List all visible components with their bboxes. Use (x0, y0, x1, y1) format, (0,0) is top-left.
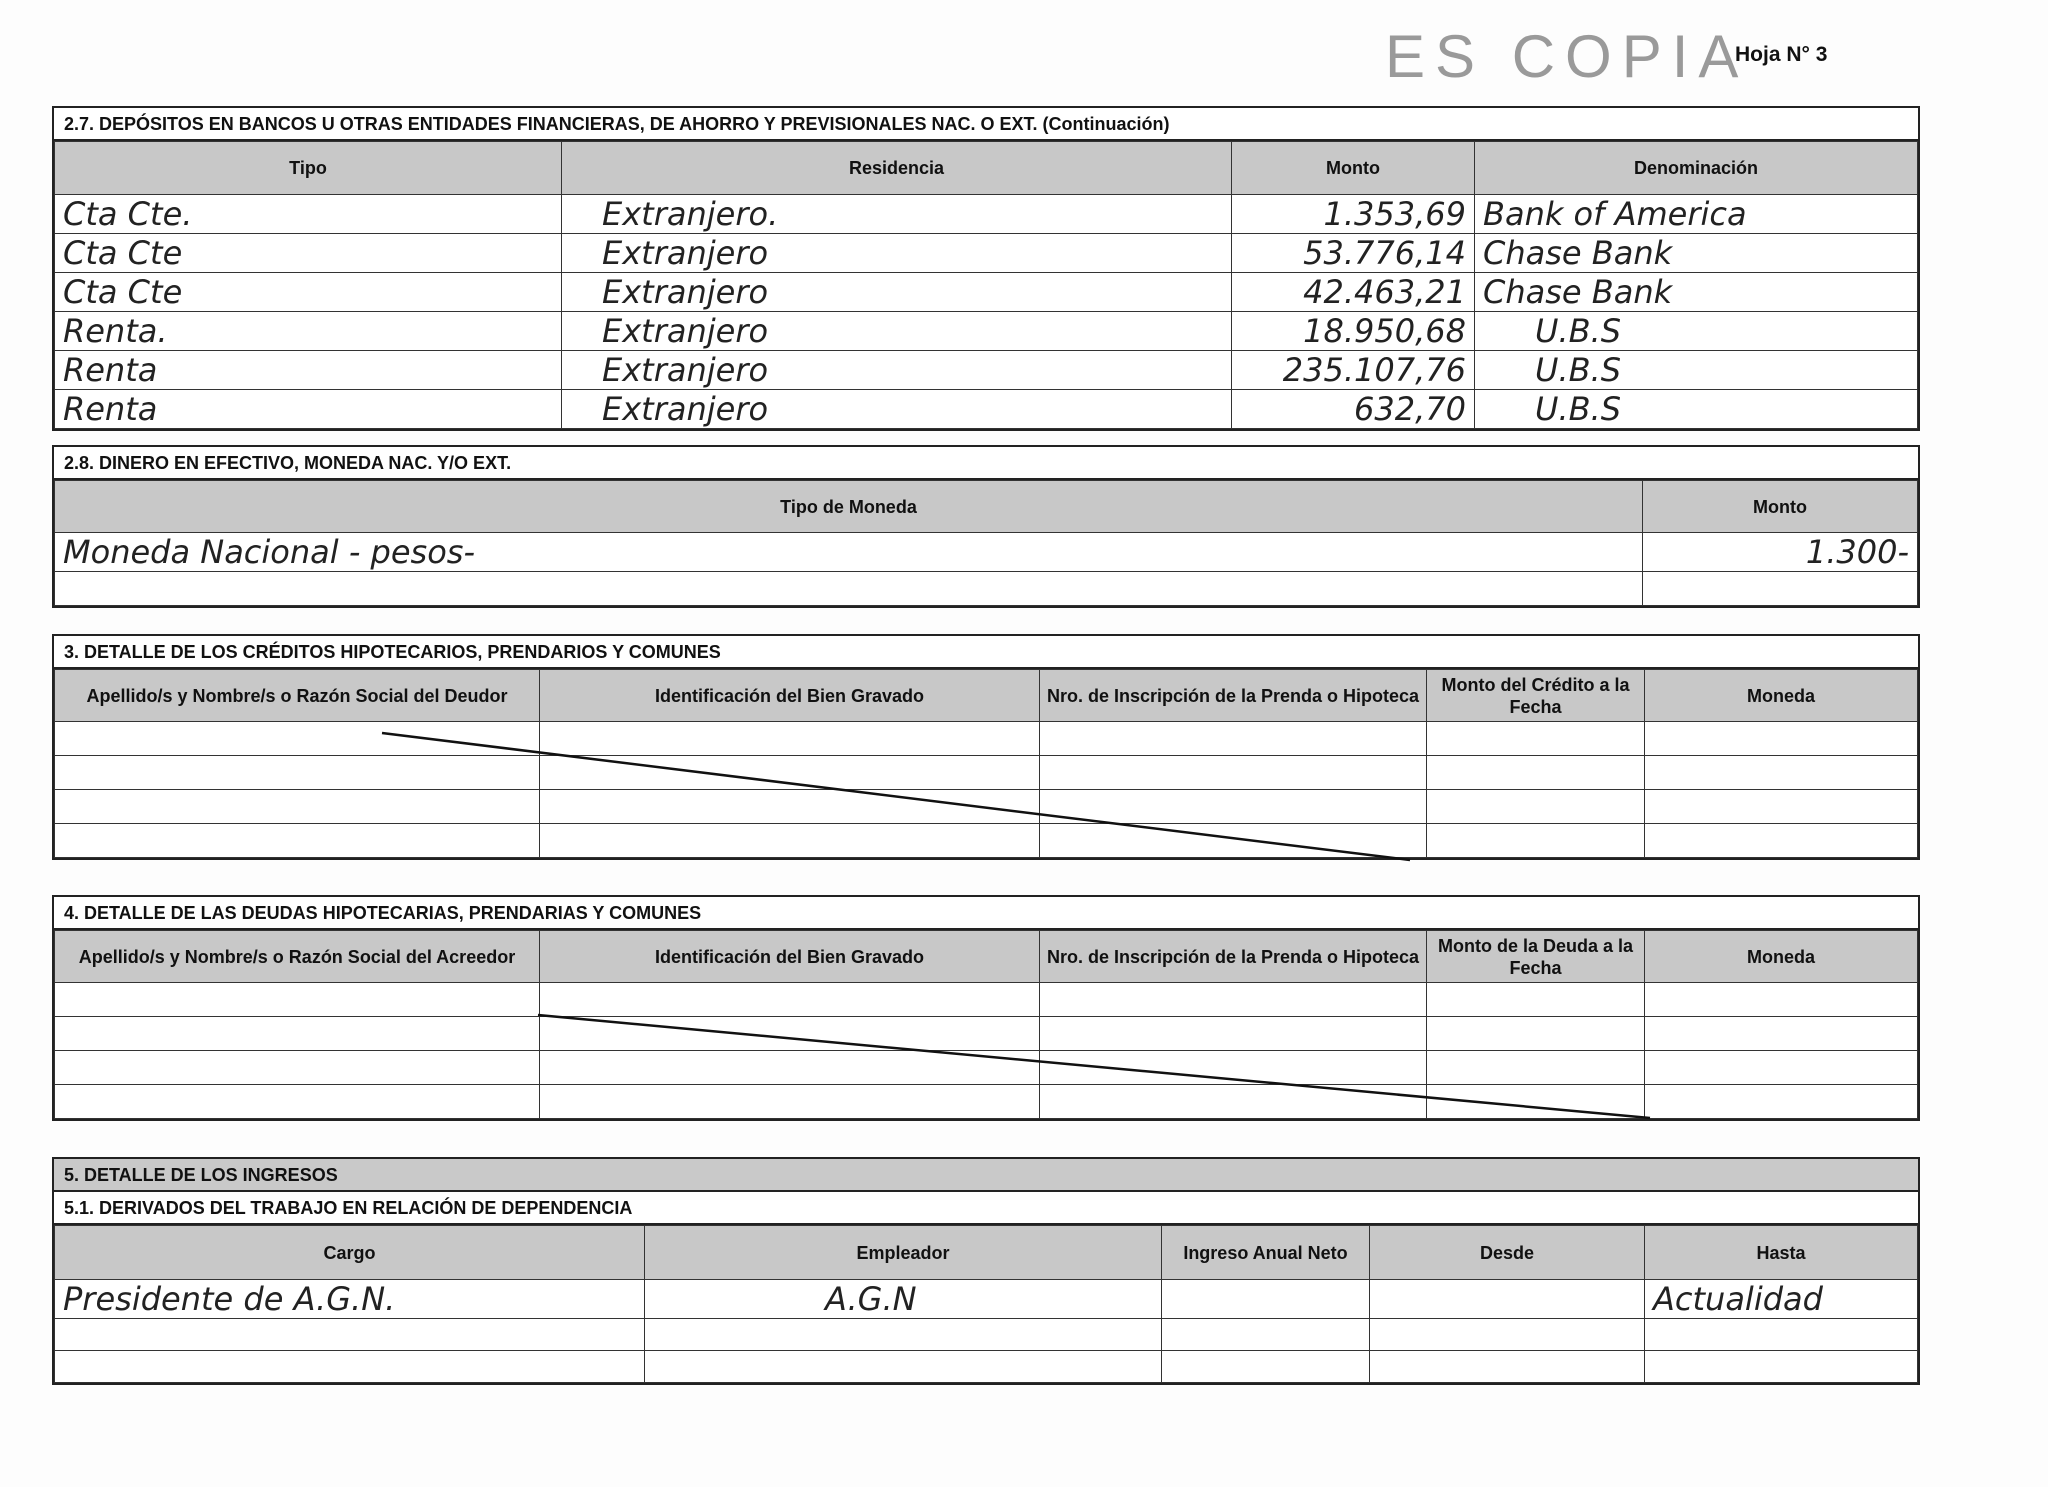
col-residencia: Residencia (562, 142, 1232, 195)
table-row (55, 722, 1918, 756)
section-debts (52, 895, 1920, 1121)
cell-residencia: Extranjero. (562, 195, 1232, 234)
cell-denominacion: U.B.S (1475, 312, 1918, 351)
table-row (55, 1351, 1918, 1383)
col-monto: Monto (1232, 142, 1475, 195)
table-row (55, 983, 1918, 1017)
col-tipo: Tipo (55, 142, 562, 195)
deposits-table (54, 141, 1918, 429)
col-desde: Desde (1370, 1226, 1645, 1280)
table-row (55, 195, 1918, 234)
col-cargo: Cargo (55, 1226, 645, 1280)
copy-stamp: ES COPIA (1385, 23, 1749, 90)
debts-table (54, 930, 1918, 1119)
cell-tipo: Cta Cte. (55, 195, 562, 234)
table-row (55, 1051, 1918, 1085)
cell-residencia: Extranjero (562, 234, 1232, 273)
col-moneda: Moneda (1645, 670, 1918, 722)
col-inscripcion: Nro. de Inscripción de la Prenda o Hipoteca (1040, 670, 1427, 722)
cell-tipo: Cta Cte (55, 273, 562, 312)
income-subtitle: 5.1. DERIVADOS DEL TRABAJO EN RELACIÓN DE DEPENDENCIA (54, 1192, 1918, 1225)
credits-title: 3. DETALLE DE LOS CRÉDITOS HIPOTECARIOS, PRENDARIOS Y COMUNES (54, 636, 1918, 669)
col-monto-credito: Monto del Crédito a la Fecha (1427, 670, 1645, 722)
cell-tipo: Renta (55, 390, 562, 429)
cell-residencia: Extranjero (562, 351, 1232, 390)
cell-monto: 632,70 (1232, 390, 1475, 429)
cell-residencia: Extranjero (562, 273, 1232, 312)
cell-tipo: Renta. (55, 312, 562, 351)
table-row (55, 1319, 1918, 1351)
cell-residencia: Extranjero (562, 390, 1232, 429)
col-monto-deuda: Monto de la Deuda a la Fecha (1427, 931, 1645, 983)
table-row (55, 756, 1918, 790)
income-table (54, 1225, 1918, 1383)
cell-hasta: Actualidad (1645, 1280, 1918, 1319)
table-row (55, 1017, 1918, 1051)
table-row (55, 390, 1918, 429)
cell-denominacion: Chase Bank (1475, 234, 1918, 273)
col-denominacion: Denominación (1475, 142, 1918, 195)
col-bien: Identificación del Bien Gravado (540, 931, 1040, 983)
cash-table (54, 480, 1918, 606)
cell-monto: 1.300- (1643, 533, 1918, 572)
section-credits (52, 634, 1920, 860)
col-ingreso: Ingreso Anual Neto (1162, 1226, 1370, 1280)
section-cash (52, 445, 1920, 608)
cash-title: 2.8. DINERO EN EFECTIVO, MONEDA NAC. Y/O EXT. (54, 447, 1918, 480)
cell-monto: 18.950,68 (1232, 312, 1475, 351)
col-hasta: Hasta (1645, 1226, 1918, 1280)
cell-monto: 53.776,14 (1232, 234, 1475, 273)
col-deudor: Apellido/s y Nombre/s o Razón Social del Deudor (55, 670, 540, 722)
col-inscripcion: Nro. de Inscripción de la Prenda o Hipoteca (1040, 931, 1427, 983)
cell-monto: 42.463,21 (1232, 273, 1475, 312)
credits-table (54, 669, 1918, 858)
col-bien: Identificación del Bien Gravado (540, 670, 1040, 722)
table-row (55, 790, 1918, 824)
cell-monto: 235.107,76 (1232, 351, 1475, 390)
table-row (55, 273, 1918, 312)
cell-desde (1370, 1280, 1645, 1319)
section-deposits (52, 106, 1920, 431)
table-row (55, 572, 1918, 606)
col-empleador: Empleador (645, 1226, 1162, 1280)
table-row (55, 1280, 1918, 1319)
cell-denominacion: U.B.S (1475, 390, 1918, 429)
col-acreedor: Apellido/s y Nombre/s o Razón Social del Acreedor (55, 931, 540, 983)
cell-denominacion: Chase Bank (1475, 273, 1918, 312)
table-row (55, 351, 1918, 390)
debts-title: 4. DETALLE DE LAS DEUDAS HIPOTECARIAS, PRENDARIAS Y COMUNES (54, 897, 1918, 930)
col-tipo-moneda: Tipo de Moneda (55, 481, 1643, 533)
table-row (55, 312, 1918, 351)
cell-tipo-moneda: Moneda Nacional - pesos- (55, 533, 1643, 572)
cell-cargo: Presidente de A.G.N. (55, 1280, 645, 1319)
cell-tipo: Cta Cte (55, 234, 562, 273)
cell-tipo: Renta (55, 351, 562, 390)
cell-denominacion: Bank of America (1475, 195, 1918, 234)
sheet-number: Hoja N° 3 (1735, 43, 1828, 66)
cell-empleador: A.G.N (645, 1280, 1162, 1319)
cell-ingreso (1162, 1280, 1370, 1319)
section-income (52, 1157, 1920, 1385)
cell-monto: 1.353,69 (1232, 195, 1475, 234)
table-row (55, 234, 1918, 273)
table-row (55, 1085, 1918, 1119)
table-row (55, 533, 1918, 572)
col-moneda: Moneda (1645, 931, 1918, 983)
cell-residencia: Extranjero (562, 312, 1232, 351)
cell-denominacion: U.B.S (1475, 351, 1918, 390)
table-row (55, 824, 1918, 858)
col-monto: Monto (1643, 481, 1918, 533)
deposits-title: 2.7. DEPÓSITOS EN BANCOS U OTRAS ENTIDADES FINANCIERAS, DE AHORRO Y PREVISIONALES NAC. O EXT. (Continuación) (54, 108, 1918, 141)
income-title: 5. DETALLE DE LOS INGRESOS (54, 1159, 1918, 1192)
